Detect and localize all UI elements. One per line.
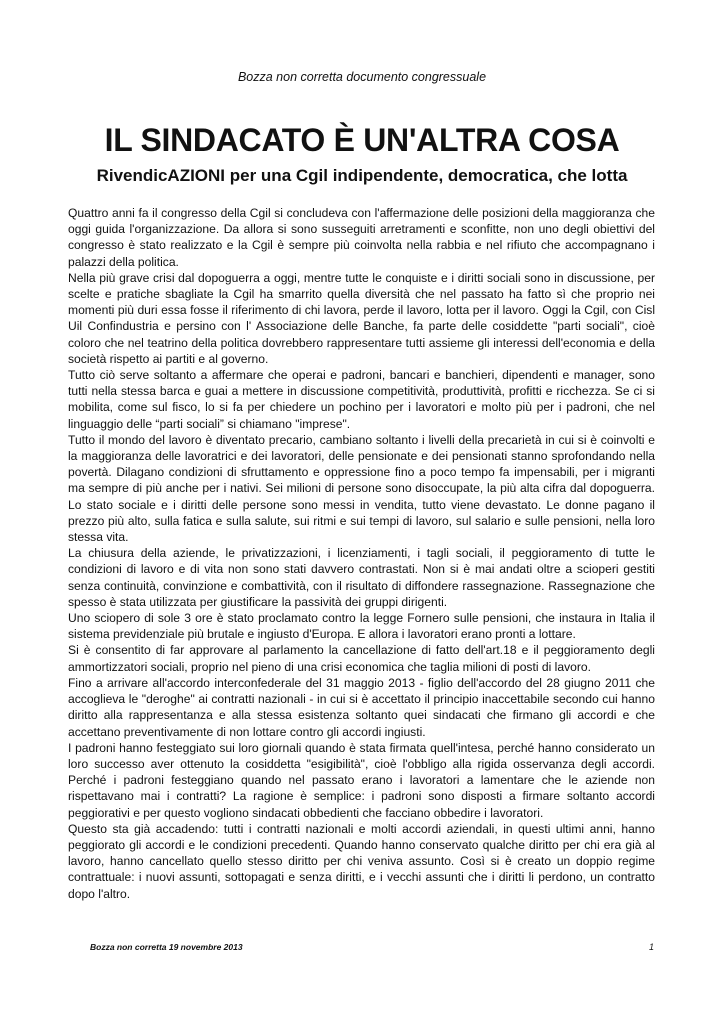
paragraph: Uno sciopero di sole 3 ore è stato proclamato contro la legge Fornero sulle pensioni, che instaura in Italia il sistema previdenziale più brutale e ingiusto d'Europa. E allora i lavoratori erano pronti a lottare. (68, 611, 655, 642)
paragraph: Quattro anni fa il congresso della Cgil si concludeva con l'affermazione delle posizioni della maggioranza che oggi guida l'organizzazione. Da allora si sono susseguiti arretramenti e sconfitte, non uno degli obiettivi del congresso è stato realizzato e la Cgil è sempre più coinvolta nella rabbia e nel rifiuto che accompagnano i palazzi della politica. (68, 206, 655, 269)
paragraph: Questo sta già accadendo: tutti i contratti nazionali e molti accordi aziendali, in questi ultimi anni, hanno peggiorato gli accordi e le condizioni precedenti. Quando hanno conservato qualche diritto per chi era già al lavoro, hanno cancellato quello stesso diritto per chi veniva assunto. Così si è creato un doppio regime contrattuale: i nuovi assunti, sottopagati e senza diritti, e i vecchi assunti che i diritti li perdono, un contratto dopo l'altro. (68, 821, 655, 901)
document-title: IL SINDACATO È UN'ALTRA COSA (104, 122, 620, 158)
paragraph: Si è consentito di far approvare al parlamento la cancellazione di fatto dell'art.18 e il peggioramento degli ammortizzatori sociali, proprio nel pieno di una crisi economica che taglia milioni di posti di lavoro. (68, 643, 655, 674)
paragraph: La chiusura della aziende, le privatizzazioni, i licenziamenti, i tagli sociali, il peggioramento di tutte le condizioni di lavoro e di vita non sono stati davvero contrastati. Non si è mai andati oltre a scioperi gestiti senza continuità, convinzione e combattività, con il risultato di diffondere rassegnazione. Rassegnazione che spesso è stata utilizzata per giustificare la passività dei gruppi dirigenti. (68, 546, 655, 609)
paragraph: I padroni hanno festeggiato sui loro giornali quando è stata firmata quell'intesa, perché hanno considerato un loro successo aver ottenuto la cosiddetta "esigibilità", cioè l'obbligo alla rigida osservanza degli accordi. Perché i padroni festeggiano quando nel passato erano i lavoratori a lamentare che le aziende non rispettavano mai i contratti? La ragione è semplice: i padroni sono disposti a firmare soltanto accordi peggiorativi e per questo vogliono sindacati obbedienti che facciano obbedire i lavoratori. (68, 740, 655, 820)
header-note: Bozza non corretta documento congressuale (237, 70, 487, 84)
paragraph: Tutto ciò serve soltanto a affermare che operai e padroni, bancari e banchieri, dipendenti e manager, sono tutti nella stessa barca e guai a mettere in discussione competitività, produttività, profitti e ricchezza. Se ci si mobilita, come sul fisco, lo si fa per chiedere un pochino per i lavoratori e molto più per i padroni, che nel linguaggio delle “parti sociali” si chiamano "imprese". (68, 368, 655, 431)
paragraph: Nella più grave crisi dal dopoguerra a oggi, mentre tutte le conquiste e i diritti sociali sono in discussione, per scelte e pratiche sbagliate la Cgil ha smarrito quella diversità che nel passato ha fatto sì che proprio nei momenti più duri essa fosse il riferimento di chi lavora, perde il lavoro, lotta per il lavoro. Oggi la Cgil, con Cisl Uil Confindustria e persino con l' Associazione delle Banche, fa parte delle cosiddette "parti sociali", cioè coloro che nel teatrino della politica dovrebbero rappresentare tutti assieme gli interessi dell'economia e della società rispetto ai partiti e al governo. (68, 270, 655, 366)
body-text (68, 205, 655, 902)
document-subtitle: RivendicAZIONI per una Cgil indipendente, democratica, che lotta (96, 166, 628, 185)
paragraph: Fino a arrivare all'accordo interconfederale del 31 maggio 2013 - figlio dell'accordo del 28 giugno 2011 che accoglieva le "deroghe" ai contratti nazionali - in cui si è accettato il principio inaccettabile secondo cui hanno diritto alla rappresentanza e alla stessa esistenza soltanto quei sindacati che firmano gli accordi e che accettano preventivamente di non lottare contro gli accordi ingiusti. (68, 675, 655, 739)
page-number: 1 (648, 942, 654, 952)
footer-draft-note: Bozza non corretta 19 novembre 2013 (90, 942, 243, 952)
paragraph: Tutto il mondo del lavoro è diventato precario, cambiano soltanto i livelli della precarietà in cui si è coinvolti e la maggioranza delle lavoratrici e dei lavoratori, delle pensionate e dei pensionati stanno sprofondando nella povertà. Dilagano condizioni di sfruttamento e oppressione fino a poco tempo fa impensabili, per i migranti ma sempre di più anche per i nativi. Sei milioni di persone sono disoccupate, la più alta cifra dal dopoguerra. Lo stato sociale e i diritti delle persone sono messi in vendita, tutto viene devastato. Le donne pagano il prezzo più alto, sulla fatica e sulla salute, sui ritmi e sui tempi di lavoro, sul salario e sulle pensioni, nella loro stessa vita. (68, 432, 655, 545)
